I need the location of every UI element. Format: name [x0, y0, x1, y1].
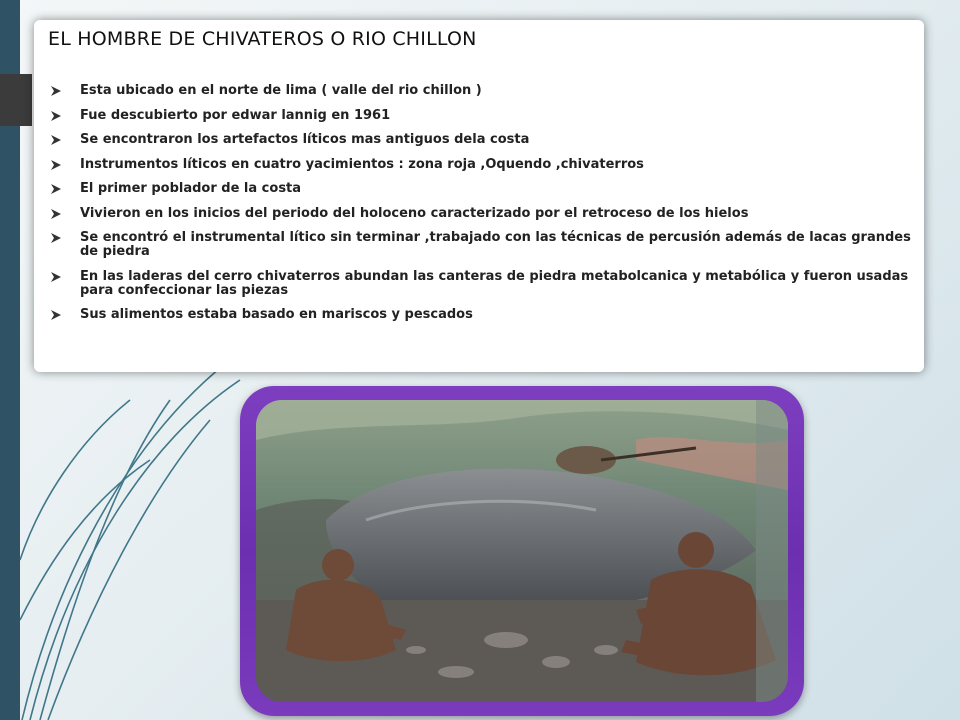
diorama-photo	[256, 400, 788, 702]
bullet-text: Fue descubierto por edwar lannig en 1961	[80, 107, 391, 123]
arrow-bullet-icon	[50, 159, 62, 171]
list-item	[48, 84, 914, 98]
arrow-bullet-icon	[50, 232, 62, 244]
bullet-text: Esta ubicado en el norte de lima ( valle del rio chillon )	[80, 83, 482, 98]
list-item	[48, 270, 914, 298]
list-item	[48, 182, 914, 196]
arrow-bullet-icon	[50, 183, 62, 195]
arrow-bullet-icon	[50, 208, 62, 220]
arrow-bullet-icon	[50, 309, 62, 321]
bullet-list	[48, 84, 914, 322]
list-item	[48, 133, 914, 147]
arrow-bullet-icon	[50, 271, 62, 283]
bullet-text: Sus alimentos estaba basado en mariscos y pescados	[80, 307, 473, 322]
bullet-text: Instrumentos líticos en cuatro yacimientos : zona roja ,Oquendo ,chivaterros	[80, 156, 644, 172]
bullet-text: En las laderas del cerro chivaterros abundan las canteras de piedra metabolcanica y metabólica y fueron usadas para confeccionar las piezas	[80, 268, 909, 298]
bullet-text: Se encontraron los artefactos líticos mas antiguos dela costa	[80, 132, 530, 147]
content-text-box	[34, 20, 924, 372]
slide-title: EL HOMBRE DE CHIVATEROS O RIO CHILLON	[48, 28, 477, 50]
bullet-text: Vivieron en los inicios del periodo del holoceno caracterizado por el retroceso de los hielos	[80, 205, 749, 221]
diorama-illustration	[256, 400, 788, 702]
arrow-bullet-icon	[50, 110, 62, 122]
bullet-text: El primer poblador de la costa	[80, 181, 302, 196]
left-accent-tab	[0, 74, 32, 126]
list-item	[48, 109, 914, 123]
list-item	[48, 207, 914, 221]
arrow-bullet-icon	[50, 134, 62, 146]
list-item	[48, 308, 914, 322]
arrow-bullet-icon	[50, 85, 62, 97]
list-item	[48, 158, 914, 172]
list-item	[48, 231, 914, 259]
bullet-text: Se encontró el instrumental lítico sin terminar ,trabajado con las técnicas de percusión además de lacas grandes de piedra	[80, 230, 911, 259]
photo-frame	[240, 386, 804, 716]
